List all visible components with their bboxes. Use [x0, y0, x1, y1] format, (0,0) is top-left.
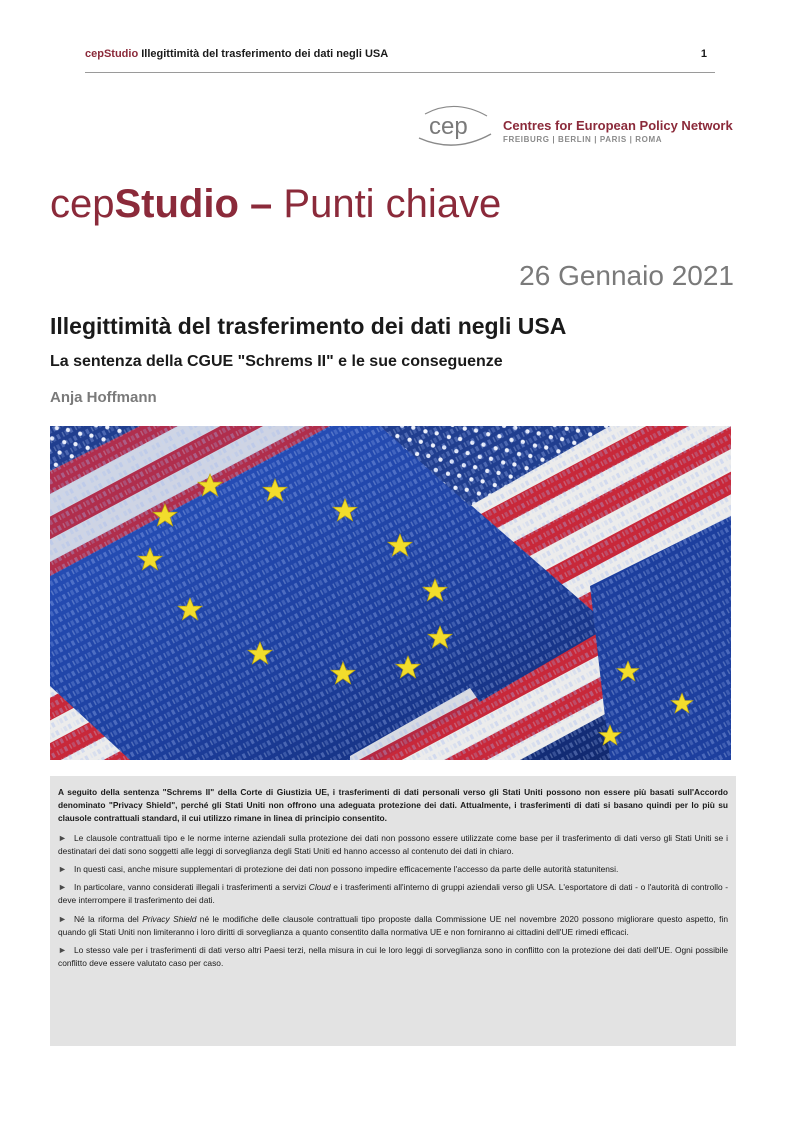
header-divider: [85, 72, 715, 73]
document-title: [50, 182, 501, 227]
publication-date: 26 Gennaio 2021: [519, 260, 734, 291]
cep-logo-icon: [415, 104, 495, 152]
title-prefix: cep: [50, 182, 115, 226]
title-strong: Studio –: [114, 182, 273, 226]
logo-mark-text: cep: [429, 113, 468, 140]
key-point-4-text-b: né le modifiche delle clausole contrattuali tipo proposte dalla Commissione UE nel novembre 2020 possono migliorare questo aspetto, fin quando gli Stati Uniti non limiteranno i loro diritti di sorveglianza a quanto consentito dalla normativa UE e non forniranno ai cittadini dell'UE rimedi efficaci.: [58, 913, 729, 937]
author-name: Anja Hoffmann: [50, 389, 157, 406]
key-point-4-text-a: Né la riforma del: [74, 913, 143, 924]
main-heading: Illegittimità del trasferimento dei dati negli USA: [50, 313, 567, 339]
key-point-3-emphasis: Cloud: [308, 882, 331, 893]
hero-image: [50, 426, 731, 760]
key-points-box: [50, 776, 736, 1046]
key-point-3-text-a: In particolare, vanno considerati illegali i trasferimenti a servizi: [74, 882, 309, 893]
bullet-arrow-icon: ►: [58, 882, 67, 893]
logo-cities: FREIBURG | BERLIN | PARIS | ROMA: [503, 135, 663, 144]
sub-heading: La sentenza della CGUE "Schrems II" e le sue conseguenze: [50, 353, 503, 370]
bullet-arrow-icon: ►: [58, 864, 67, 875]
logo-network-name: Centres for European Policy Network: [503, 118, 733, 133]
key-point-2-text: In questi casi, anche misure supplementari di protezione dei dati non possono impedire efficacemente l'accesso da parte delle autorità statunitensi.: [74, 864, 619, 875]
bullet-arrow-icon: ►: [58, 913, 67, 924]
key-point-1-text: Le clausole contrattuali tipo e le norme interne aziendali sulla protezione dei dati non possono essere utilizzate come base per il trasferimento di dati verso gli Stati Uniti se i destinatari dei dati sono soggetti alle leggi di sorveglianza degli Stati Uniti ed hanno accesso al contenuto dei dati in chiaro.: [58, 832, 728, 856]
title-rest: Punti chiave: [272, 182, 502, 226]
header-title: Illegittimità del trasferimento dei dati negli USA: [141, 48, 389, 60]
bullet-arrow-icon: ►: [58, 832, 67, 843]
eu-us-flags-binary-image: [50, 426, 731, 760]
key-point-5: [58, 944, 728, 970]
running-header: [85, 48, 715, 70]
cep-logo: [415, 104, 735, 152]
key-point-2: [58, 863, 728, 876]
page-number: 1: [700, 48, 707, 60]
key-point-5-text: Lo stesso vale per i trasferimenti di dati verso altri Paesi terzi, nella misura in cui le loro leggi di sorveglianza sono in conflitto con la protezione dei dati dell'UE. Ogni possibile conflitto deve essere valutato caso per caso.: [58, 945, 728, 969]
key-point-3-text-b: e i trasferimenti all'interno di gruppi aziendali verso gli USA. L'esportatore di dati - o l'autorità di controllo - deve interrompere il trasferimento dei dati.: [58, 882, 728, 906]
key-point-4-emphasis: Privacy Shield: [142, 913, 197, 924]
summary-intro: A seguito della sentenza "Schrems II" della Corte di Giustizia UE, i trasferimenti di dati personali verso gli Stati Uniti possono non essere più basati sull'Accordo denominato "Privacy Shield", perché gli Stati Uniti non offrono una adeguata protezione dei dati. Attualmente, i trasferimenti di dati si basano quindi per lo più su clausole contrattuali standard, il cui utilizzo rimane in linea di principio consentito.: [58, 787, 728, 824]
key-point-4: [58, 913, 728, 939]
key-point-1: [58, 832, 728, 858]
bullet-arrow-icon: ►: [58, 945, 67, 956]
header-brand: cepStudio: [85, 48, 139, 60]
key-point-3: [58, 881, 728, 907]
